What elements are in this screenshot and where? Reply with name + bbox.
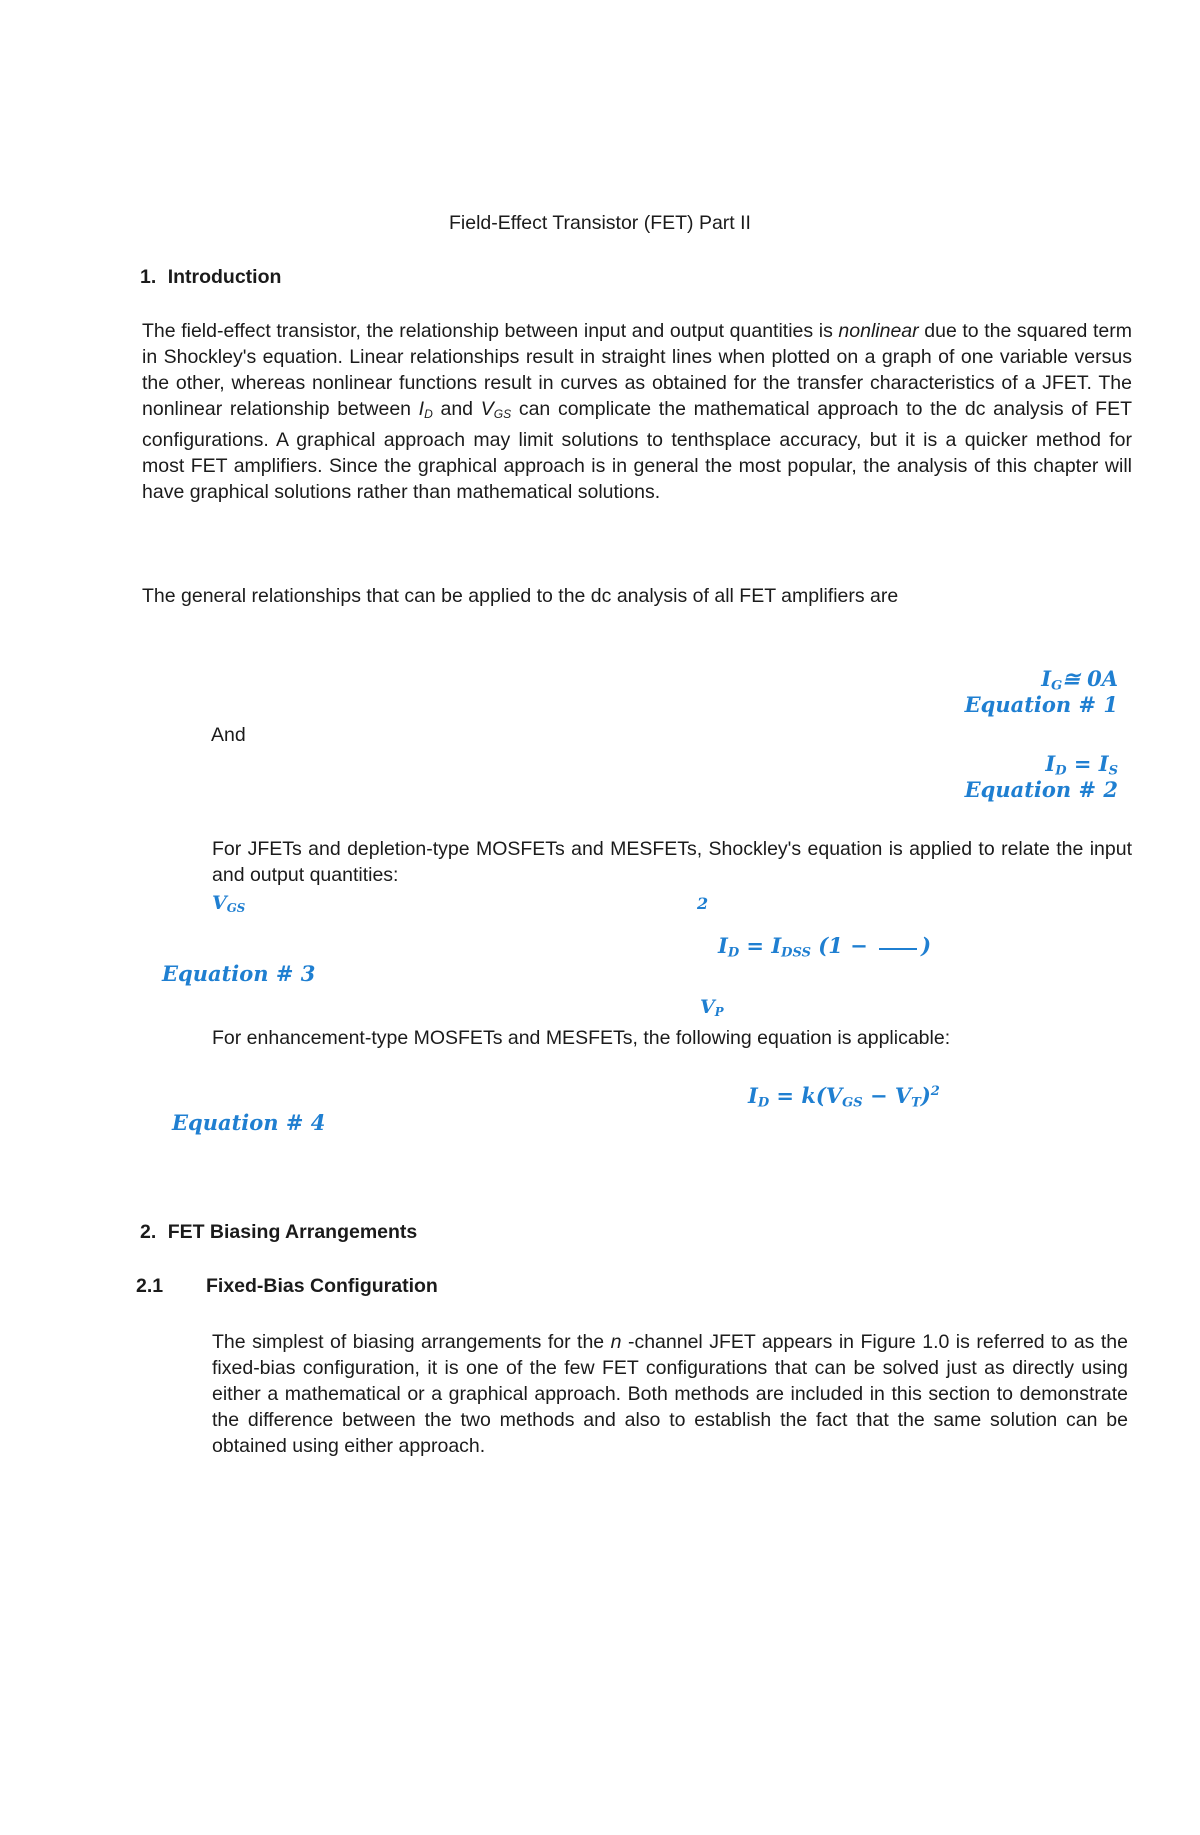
nonlinear-emphasis: nonlinear xyxy=(838,320,919,342)
equation-4-label: Equation # 4 xyxy=(172,1110,326,1135)
section-2-1-heading xyxy=(136,1273,438,1299)
n-channel-symbol: n xyxy=(610,1331,622,1353)
general-relationships-text: The general relationships that can be applied to the dc analysis of all FET amplifiers are xyxy=(142,585,899,607)
fixed-bias-paragraph xyxy=(212,1329,1128,1459)
and-label: And xyxy=(211,724,246,746)
section-title: FET Biasing Arrangements xyxy=(167,1221,418,1243)
section-1-heading xyxy=(140,264,281,290)
section-number: 2. xyxy=(140,1221,157,1243)
vgs-symbol: $V_{GS}$ xyxy=(480,398,512,422)
intro-text-2: due to the squared term in Shockley's equation. Linear relationships result in straight lines when plotted on a graph of one variable versus the other, whereas nonlinear functions result in curves as obtained for the transfer characteristics of a JFET. The nonlinear relationship between xyxy=(142,320,1132,420)
and-word: and xyxy=(432,398,481,420)
intro-text-3: can complicate the mathematical approach to the dc analysis of FET configurations. A graphical approach may limit solutions to tenthsplace accuracy, but it is a quicker method for most FET amplifiers. Since the graphical approach is in general the most popular, the analysis of this chapter will have graphical solutions rather than mathematical solutions. xyxy=(142,398,1132,504)
intro-text-1: The field-effect transistor, the relationship between input and output quantities is xyxy=(142,320,839,342)
shockley-text: For JFETs and depletion-type MOSFETs and MESFETs, Shockley's equation is applied to relate the input and output quantities: xyxy=(212,838,1132,886)
equation-2: $I_D = I_S$ xyxy=(1045,751,1118,779)
equation-3-vp-denominator: $V_P$ xyxy=(700,996,724,1019)
equation-1-label: Equation # 1 xyxy=(964,692,1118,717)
fixed-text-1: The simplest of biasing arrangements for the xyxy=(212,1331,611,1353)
equation-2-label: Equation # 2 xyxy=(964,777,1118,802)
page-title: Field-Effect Transistor (FET) Part II xyxy=(449,212,751,234)
section-title: Introduction xyxy=(167,266,282,288)
equation-3-label: Equation # 3 xyxy=(162,961,316,986)
section-2-heading xyxy=(140,1219,417,1245)
equation-3: $I_D = I_{DSS}$ (1 − ) xyxy=(718,933,931,961)
equation-4: $I_D = k(V_{GS} - V_T)^2$ xyxy=(748,1083,940,1111)
section-number: 1. xyxy=(140,266,157,288)
equation-3-exponent: 2 xyxy=(697,894,709,913)
fraction-bar xyxy=(879,946,917,950)
section-number: 2.1 xyxy=(136,1275,164,1297)
intro-paragraph xyxy=(142,318,1132,505)
equation-1: $I_G≅$ 0A xyxy=(1041,666,1118,694)
fixed-text-2: -channel JFET appears in Figure 1.0 is referred to as the fixed-bias configuration, it is one of the few FET configurations that can be solved just as directly using either a mathematical or a graphical approach. Both methods are included in this section to demonstrate the difference between the two methods and also to establish the fact that the same solution can be obtained using either approach. xyxy=(212,1331,1128,1457)
enhancement-text: For enhancement-type MOSFETs and MESFETs, the following equation is applicable: xyxy=(212,1027,951,1049)
id-symbol: $I_D$ xyxy=(418,398,433,422)
equation-3-vgs-numerator: $V_{GS}$ xyxy=(212,892,246,915)
section-title: Fixed-Bias Configuration xyxy=(206,1275,438,1297)
